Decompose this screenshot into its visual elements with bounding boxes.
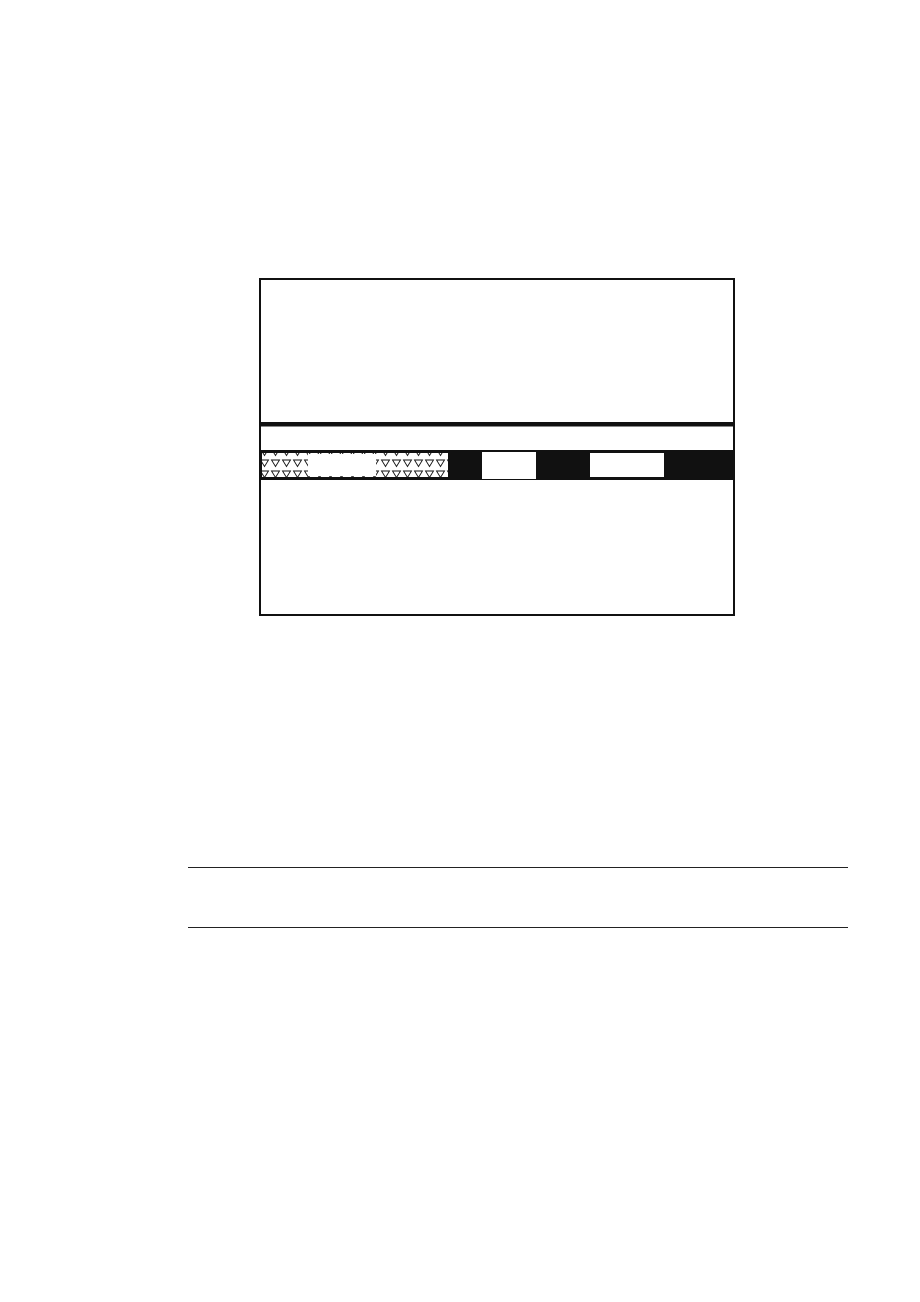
- model-boundary: [260, 279, 734, 615]
- header-lithology: [188, 868, 261, 928]
- header-unit-weight: [481, 868, 554, 928]
- mechanical-parameters-table: [188, 867, 848, 928]
- roadway-area: [482, 452, 536, 479]
- header-friction-angle: [701, 868, 774, 928]
- header-compressive-strength: [555, 868, 628, 928]
- goaf-label-bg: [308, 454, 376, 476]
- header-elastic-modulus: [335, 868, 408, 928]
- coal-label-bg: [590, 453, 664, 477]
- header-thickness: [261, 868, 334, 928]
- header-poisson-ratio: [408, 868, 481, 928]
- table-header-row: [188, 868, 848, 928]
- header-tensile-strength: [628, 868, 701, 928]
- thick-coal-seam-line: [260, 422, 734, 427]
- figure-calculation-model: [160, 205, 800, 675]
- header-cohesion: [775, 868, 848, 928]
